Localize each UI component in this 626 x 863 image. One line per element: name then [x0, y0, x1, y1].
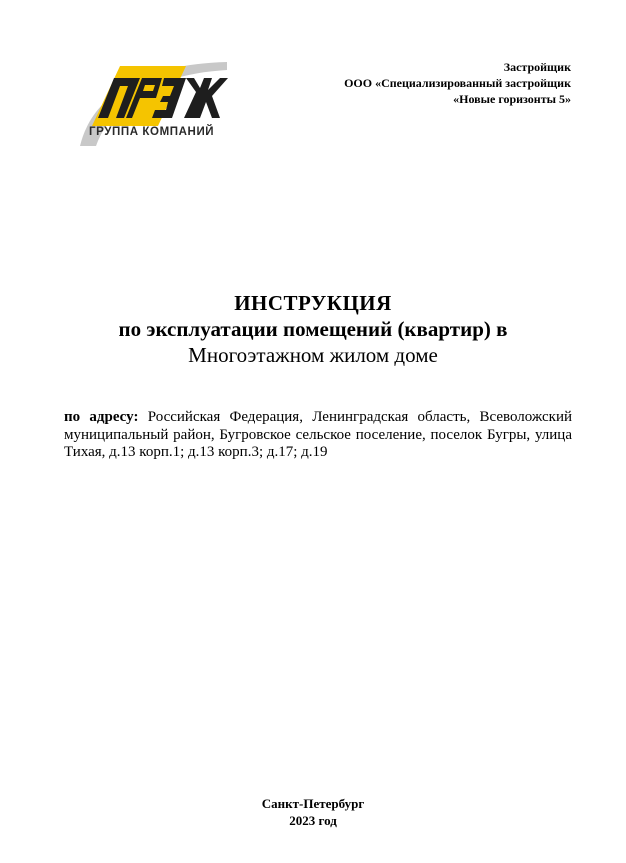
title-block: [0, 290, 626, 368]
logo-caption: ГРУППА КОМПАНИЙ: [89, 126, 215, 138]
footer-year: 2023 год: [289, 813, 337, 828]
developer-company-line2: «Новые горизонты 5»: [453, 92, 571, 106]
company-logo: [62, 56, 234, 152]
developer-label: Застройщик: [503, 60, 571, 74]
developer-company-line1: ООО «Специализированный застройщик: [344, 76, 571, 90]
document-subtitle-plain: Многоэтажном жилом доме: [188, 343, 438, 367]
footer-block: [0, 795, 626, 829]
address-text: Российская Федерация, Ленинградская область, Всеволожский муниципальный район, Бугровское сельское поселение, поселок Бугры, улица Тихая, д.13 корп.1; д.13 корп.3; д.17; д.19: [64, 409, 573, 460]
footer-city: Санкт-Петербург: [261, 796, 365, 811]
document-title: ИНСТРУКЦИЯ: [234, 291, 392, 315]
address-label: по адресу:: [64, 409, 139, 425]
document-subtitle: по эксплуатации помещений (квартир) в: [118, 317, 508, 341]
developer-block: [251, 59, 571, 107]
address-paragraph: [64, 409, 572, 462]
